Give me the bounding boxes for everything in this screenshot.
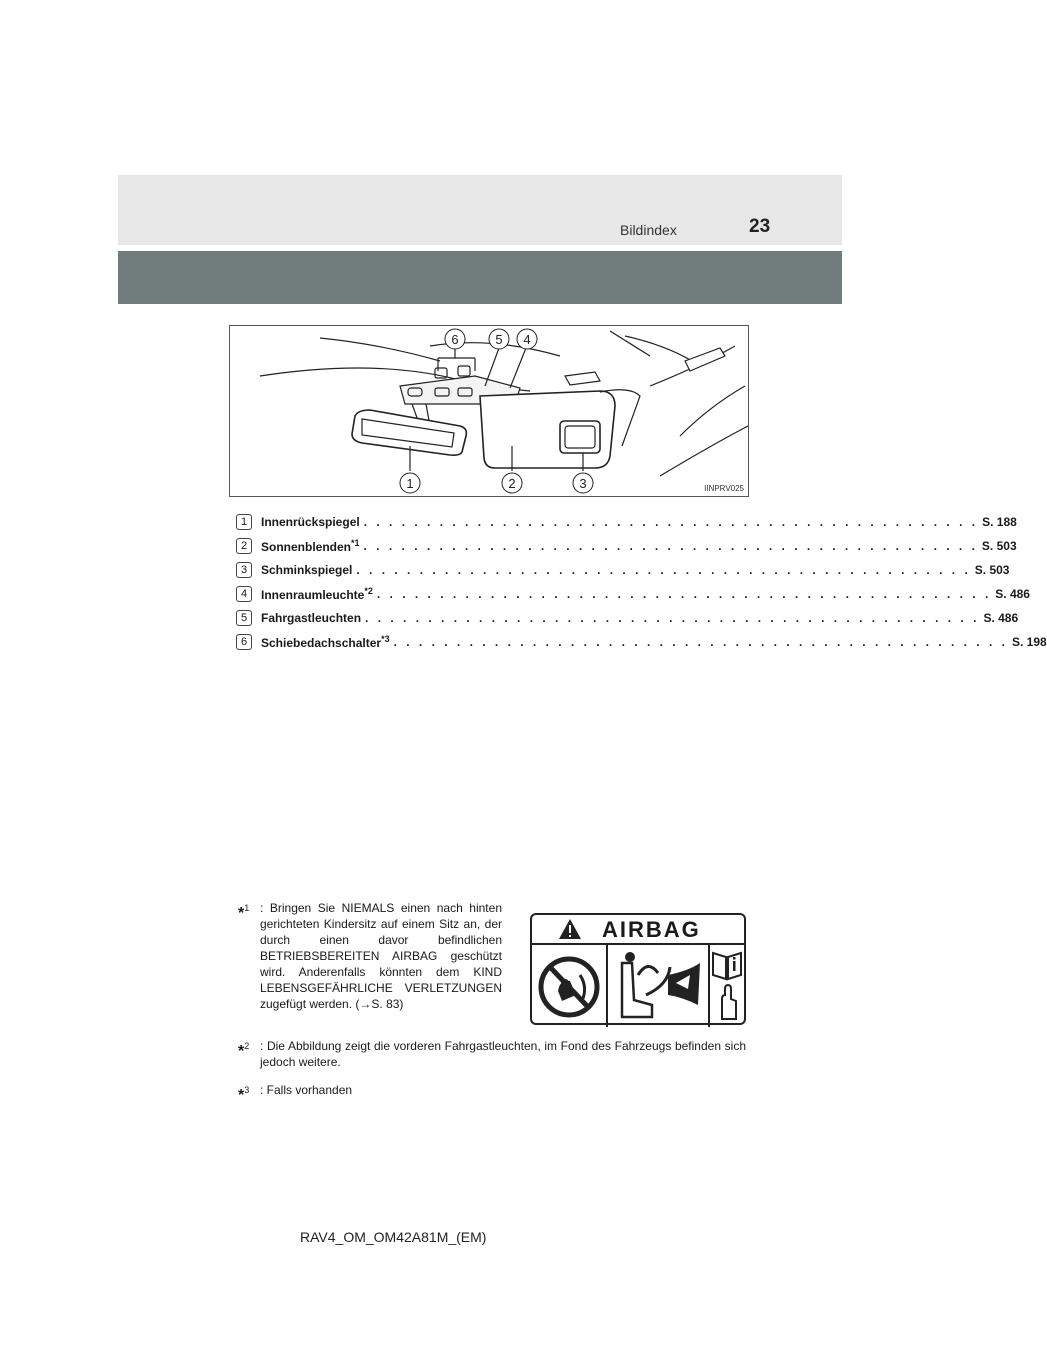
warning-triangle-icon: [558, 918, 582, 940]
item-label: Schiebedachschalter$^{*3}$: [261, 634, 390, 650]
leader-dots: . . . . . . . . . . . . . . . . . . . . . . . . . . . . . . . . . . . . . . . . . . . . . . . . .: [393, 635, 1008, 649]
item-number: 1: [236, 514, 252, 530]
section-title: Bildindex: [620, 222, 677, 238]
svg-text:3: 3: [579, 476, 587, 491]
document-code: RAV4_OM_OM42A81M_(EM): [300, 1229, 487, 1245]
item-page-ref[interactable]: S. 503: [974, 563, 1010, 577]
item-list: [236, 510, 1047, 654]
item-label: Sonnenblenden$^{*1}$: [261, 538, 360, 554]
footnote-mark: *$^2$: [238, 1041, 250, 1060]
section-bar: [118, 251, 842, 304]
item-page-ref[interactable]: S. 486: [995, 587, 1030, 601]
list-item: [236, 582, 1030, 606]
leader-dots: . . . . . . . . . . . . . . . . . . . . . . . . . . . . . . . . . . . . . . . . . . . . . . . . .: [363, 539, 978, 553]
airbag-label-header: [532, 915, 744, 945]
list-item: [236, 534, 1017, 558]
footnote-mark: *$^3$: [238, 1085, 250, 1104]
footnote-text: : Falls vorhanden: [260, 1083, 353, 1097]
list-item: [236, 510, 1017, 534]
airbag-deploy-icon: [608, 945, 708, 1025]
read-manual-icon: [710, 945, 744, 1025]
airbag-label-pictograms: [532, 945, 744, 1027]
no-rear-facing-seat-pictogram: [532, 945, 608, 1027]
leader-dots: . . . . . . . . . . . . . . . . . . . . . . . . . . . . . . . . . . . . . . . . . . . . . . . . .: [356, 563, 971, 577]
item-number: 5: [236, 610, 252, 626]
item-page-ref[interactable]: S. 503: [981, 539, 1017, 553]
airbag-label-title: AIRBAG: [602, 917, 701, 942]
footnote-3: [238, 1082, 538, 1104]
footnote-1: [238, 900, 502, 1012]
item-label: Fahrgastleuchten: [261, 611, 362, 625]
item-page-ref[interactable]: S. 188: [982, 515, 1017, 529]
leader-dots: . . . . . . . . . . . . . . . . . . . . . . . . . . . . . . . . . . . . . . . . . . . . . . . . .: [363, 515, 979, 529]
item-page-ref[interactable]: S. 198: [1011, 635, 1047, 649]
item-label: Schminkspiegel: [261, 563, 353, 577]
svg-text:1: 1: [406, 476, 414, 491]
item-label: Innenrückspiegel: [261, 515, 360, 529]
leader-dots: . . . . . . . . . . . . . . . . . . . . . . . . . . . . . . . . . . . . . . . . . . . . . . . . .: [376, 587, 992, 601]
item-page-ref[interactable]: S. 486: [983, 611, 1019, 625]
svg-text:4: 4: [523, 332, 531, 347]
footnote-text: : Bringen Sie NIEMALS einen nach hinten gerichteten Kindersitz auf einem Sitz an, der durch einen davor befindlichen BETRIEBSBEREITEN AIRBAG geschützt wird. Anderenfalls könnten dem KIND LEBENSGEFÄHRLICHE VERLETZUNGEN zugefügt werden. (→S. 83): [260, 901, 502, 1011]
airbag-deploy-pictogram: [608, 945, 710, 1027]
interior-ceiling-illustration: [229, 325, 749, 497]
image-code: IINPRV025: [704, 484, 744, 493]
prohibited-child-seat-icon: [532, 945, 606, 1025]
svg-text:2: 2: [508, 476, 516, 491]
manual-pictogram: [710, 945, 746, 1027]
footnote-mark: *$^1$: [238, 903, 250, 922]
list-item: [236, 606, 1019, 630]
leader-dots: . . . . . . . . . . . . . . . . . . . . . . . . . . . . . . . . . . . . . . . . . . . . . . . . .: [365, 611, 980, 625]
item-number: 3: [236, 562, 252, 578]
page-number: 23: [749, 216, 771, 237]
airbag-warning-label: [530, 913, 746, 1025]
svg-text:5: 5: [495, 332, 503, 347]
header-band: [118, 175, 842, 245]
item-label: Innenraumleuchte$^{*2}$: [261, 586, 373, 602]
item-number: 2: [236, 538, 252, 554]
list-item: [236, 558, 1010, 582]
item-number: 6: [236, 634, 252, 650]
ceiling-line-drawing: [230, 326, 748, 496]
footnote-text: : Die Abbildung zeigt die vorderen Fahrgastleuchten, im Fond des Fahrzeugs befinden sich jedoch weitere.: [260, 1039, 746, 1069]
list-item: [236, 630, 1047, 654]
footnote-2: [238, 1038, 746, 1070]
svg-text:6: 6: [451, 332, 459, 347]
item-number: 4: [236, 586, 252, 602]
